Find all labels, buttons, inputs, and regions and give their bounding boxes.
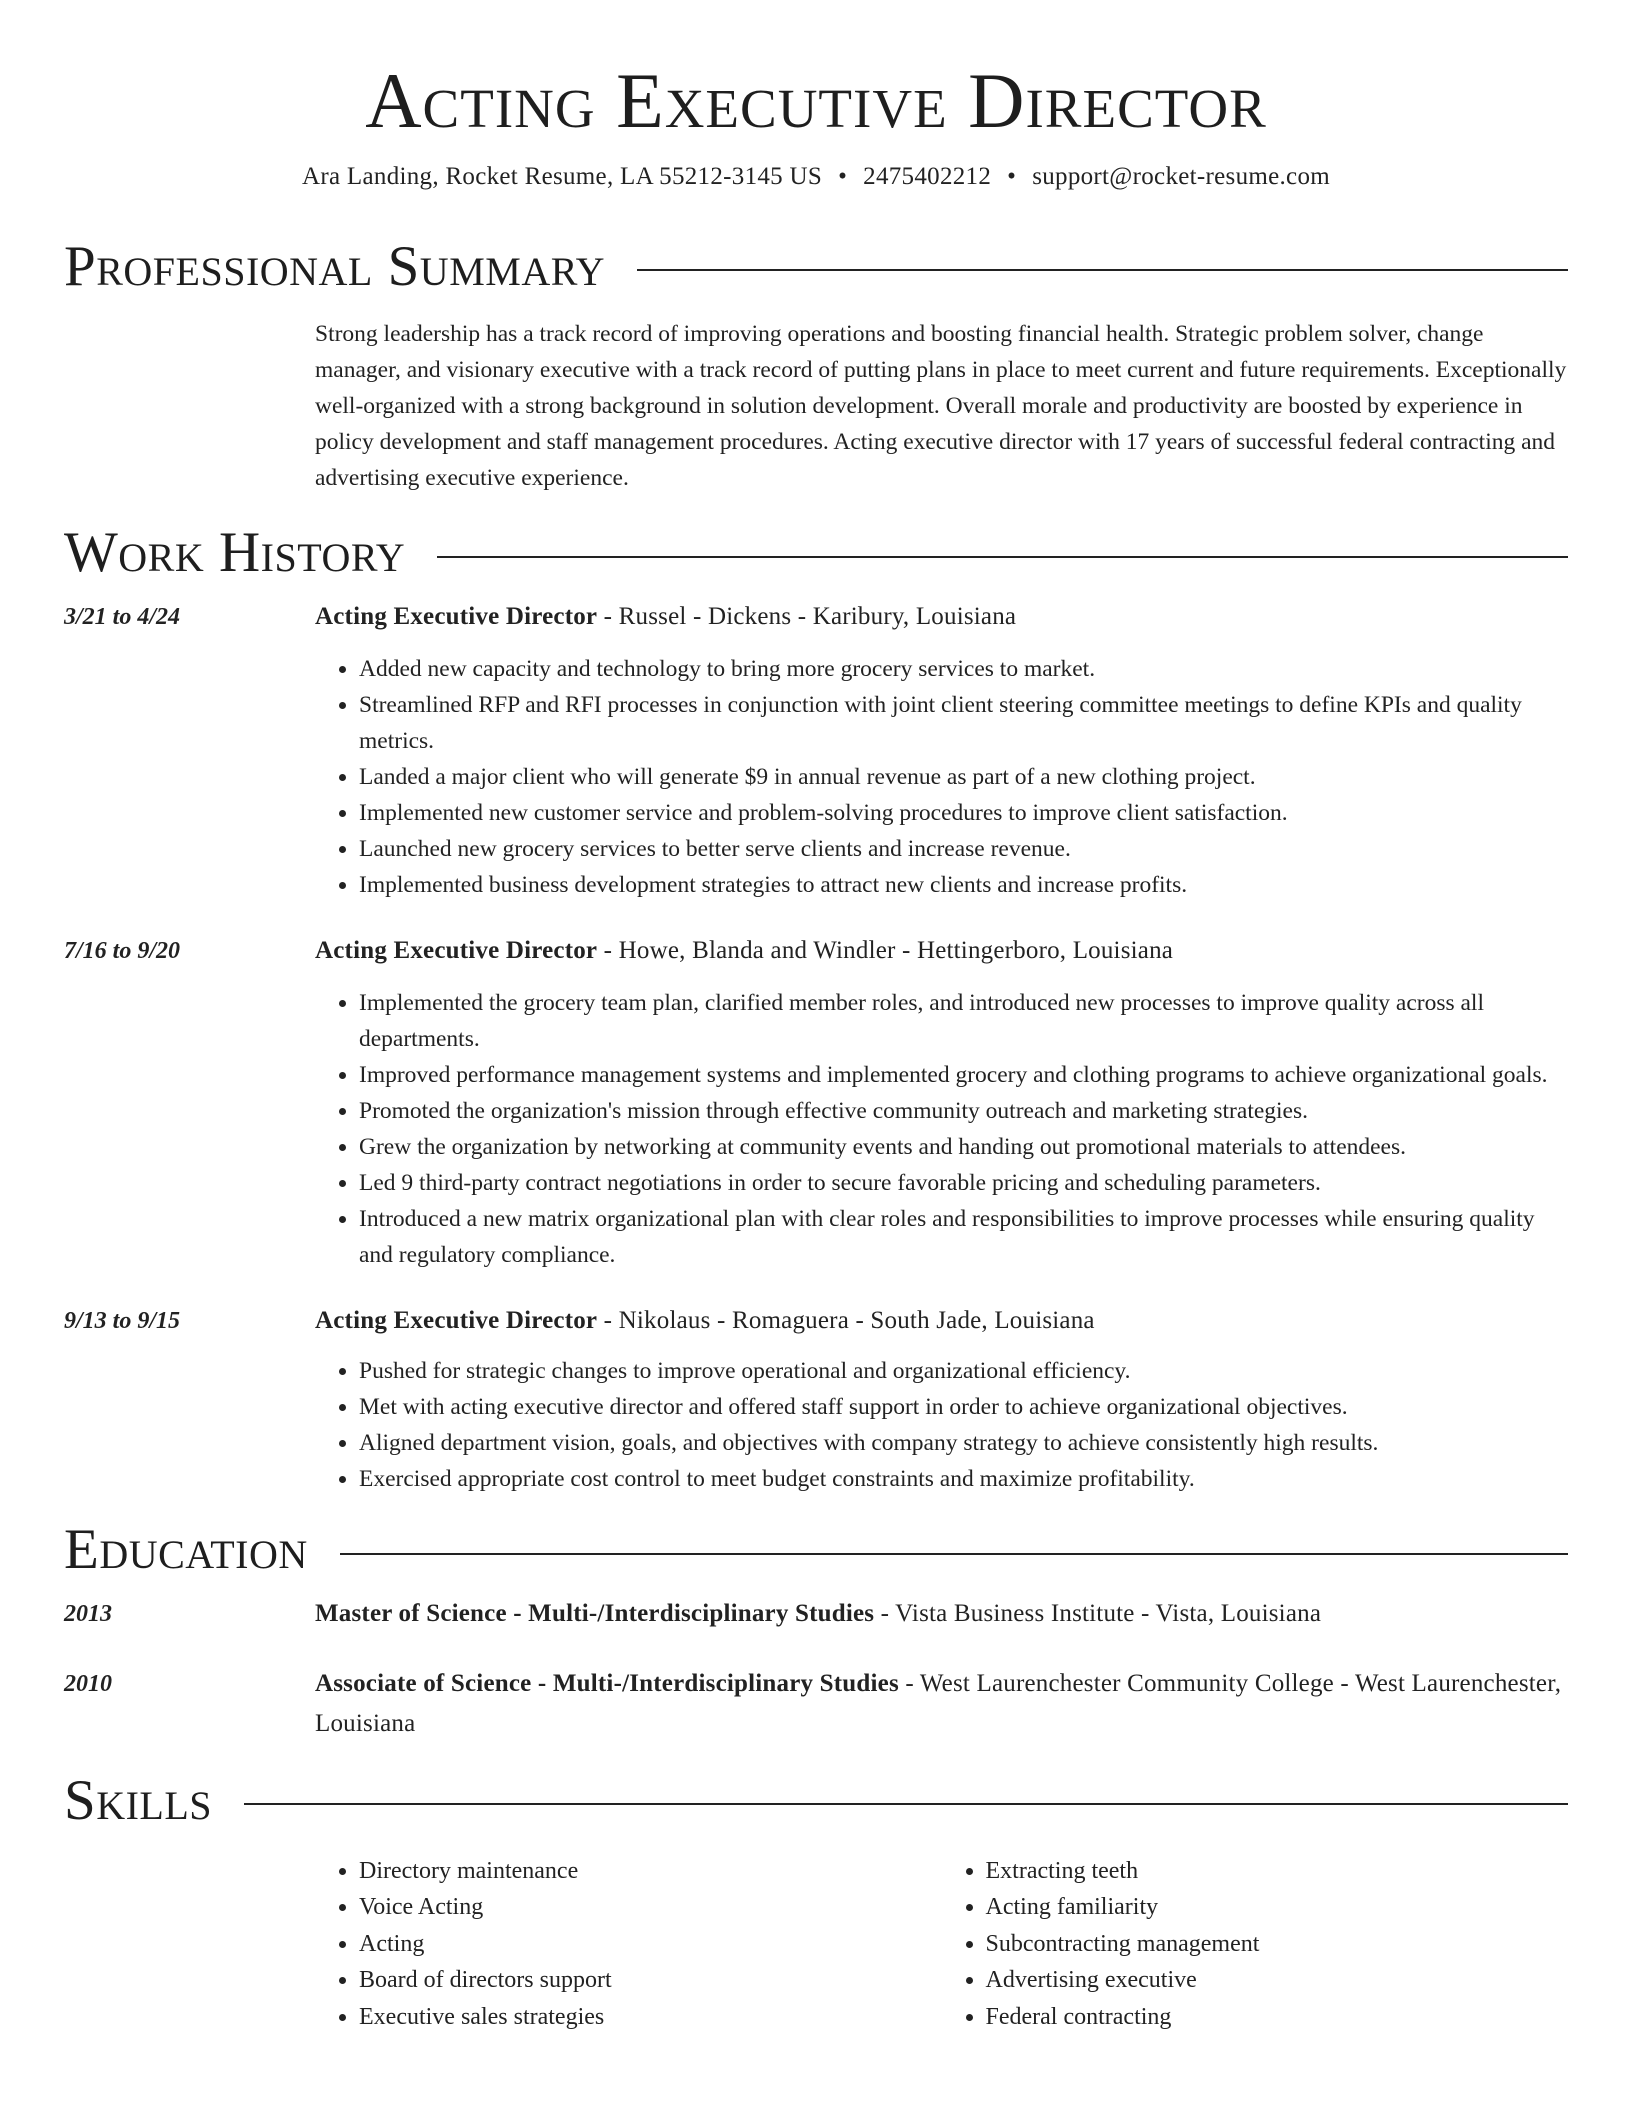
section-divider	[637, 269, 1568, 271]
skill-item: • Extracting teeth	[986, 1853, 1569, 1890]
resume-page	[64, 0, 1568, 2035]
job-employer: - Nikolaus - Romaguera - South Jade, Louisiana	[597, 1307, 1095, 1335]
section-title-summary: Professional Summary	[64, 234, 606, 298]
section-divider	[244, 1803, 1568, 1805]
job-title: Acting Executive Director	[315, 1307, 598, 1335]
job-employer: - Russel - Dickens - Karibury, Louisiana	[597, 603, 1017, 631]
job-bullet: • Met with acting executive director and offered staff support in order to achieve organizational objectives.	[359, 1389, 1568, 1425]
section-title-work: Work History	[64, 521, 406, 585]
education-degree: Associate of Science - Multi-/Interdisciplinary Studies	[315, 1669, 899, 1697]
job-employer: - Howe, Blanda and Windler - Hettingerboro, Louisiana	[597, 937, 1174, 965]
contact-phone: 2475402212	[863, 162, 992, 190]
bullet-separator: •	[1007, 162, 1017, 190]
skill-item: • Voice Acting	[359, 1889, 942, 1926]
education-year: 2013	[64, 1600, 112, 1627]
resume-name: Acting Executive Director	[365, 57, 1267, 144]
bullet-separator: •	[838, 162, 848, 190]
job-bullets	[315, 1353, 1568, 1497]
job-bullet: • Implemented new customer service and problem-solving procedures to improve client satisfaction.	[359, 795, 1568, 831]
job-entry	[64, 931, 1568, 1273]
job-bullet: • Grew the organization by networking at community events and handing out promotional materials to attendees.	[359, 1129, 1568, 1165]
section-title-skills: Skills	[64, 1768, 213, 1832]
skill-item: • Board of directors support	[359, 1962, 942, 1999]
contact-line	[64, 162, 1568, 192]
job-bullet: • Introduced a new matrix organizational plan with clear roles and responsibilities to improve processes while ensuring quality and regulatory compliance.	[359, 1201, 1568, 1273]
job-bullets	[315, 985, 1568, 1273]
job-title-line	[315, 931, 1568, 971]
skill-item: • Directory maintenance	[359, 1853, 942, 1890]
education-school: - West Laurenchester Community College - West Laurenchester, Louisiana	[315, 1669, 1562, 1737]
job-dates: 3/21 to 4/24	[64, 604, 181, 631]
education-year: 2010	[64, 1670, 112, 1697]
skills-column-left	[315, 1853, 942, 2036]
job-bullet: • Streamlined RFP and RFI processes in conjunction with joint client steering committee meetings to define KPIs and quality metrics.	[359, 687, 1568, 759]
summary-text: Strong leadership has a track record of improving operations and boosting financial health. Strategic problem solver, change manager, and visionary executive with a track record of putting plans in place to meet current and future requirements. Exceptionally well-organized with a strong background in solution development. Overall morale and productivity are boosted by experience in policy development and staff management procedures. Acting executive director with 17 years of successful federal contracting and advertising executive experience.	[315, 321, 1567, 492]
job-entry	[64, 597, 1568, 903]
skill-item: • Subcontracting management	[986, 1926, 1569, 1963]
summary-section-header	[64, 236, 1568, 299]
job-bullet: • Implemented business development strategies to attract new clients and increase profits.	[359, 867, 1568, 903]
section-divider	[340, 1553, 1568, 1555]
job-bullet: • Implemented the grocery team plan, clarified member roles, and introduced new processes to improve quality across all departments.	[359, 985, 1568, 1057]
job-bullet: • Pushed for strategic changes to improve operational and organizational efficiency.	[359, 1353, 1568, 1389]
contact-email: support@rocket-resume.com	[1032, 162, 1330, 190]
job-bullet: • Landed a major client who will generate $9 in annual revenue as part of a new clothing project.	[359, 759, 1568, 795]
job-bullets	[315, 651, 1568, 903]
job-title: Acting Executive Director	[315, 937, 598, 965]
work-section-header	[64, 522, 1568, 585]
job-dates: 7/16 to 9/20	[64, 938, 181, 965]
education-line	[315, 1594, 1568, 1634]
contact-address: Ara Landing, Rocket Resume, LA 55212-3145 US	[302, 162, 823, 190]
job-bullet: • Aligned department vision, goals, and objectives with company strategy to achieve consistently high results.	[359, 1425, 1568, 1461]
job-title-line	[315, 1301, 1568, 1341]
job-entry	[64, 1301, 1568, 1497]
education-line	[315, 1664, 1568, 1744]
education-degree: Master of Science - Multi-/Interdisciplinary Studies	[315, 1599, 875, 1627]
education-entry	[64, 1664, 1568, 1744]
skill-item: • Acting familiarity	[986, 1889, 1569, 1926]
skill-item: • Advertising executive	[986, 1962, 1569, 1999]
job-title: Acting Executive Director	[315, 603, 598, 631]
skill-item: • Acting	[359, 1926, 942, 1963]
job-bullet: • Promoted the organization's mission through effective community outreach and marketing strategies.	[359, 1093, 1568, 1129]
job-bullet: • Added new capacity and technology to bring more grocery services to market.	[359, 651, 1568, 687]
job-bullet: • Improved performance management systems and implemented grocery and clothing programs to achieve organizational goals.	[359, 1057, 1568, 1093]
job-bullet: • Exercised appropriate cost control to meet budget constraints and maximize profitability.	[359, 1461, 1568, 1497]
education-section-header	[64, 1519, 1568, 1582]
job-dates: 9/13 to 9/15	[64, 1308, 181, 1335]
skills-column-right	[942, 1853, 1569, 2036]
job-bullet: • Launched new grocery services to better serve clients and increase revenue.	[359, 831, 1568, 867]
job-title-line	[315, 597, 1568, 637]
skills-list	[315, 1853, 1568, 2036]
section-divider	[437, 556, 1568, 558]
job-bullet: • Led 9 third-party contract negotiations in order to secure favorable pricing and scheduling parameters.	[359, 1165, 1568, 1201]
education-school: - Vista Business Institute - Vista, Louisiana	[874, 1599, 1322, 1627]
skills-section-header	[64, 1770, 1568, 1833]
skill-item: • Executive sales strategies	[359, 1999, 942, 2036]
education-entry	[64, 1594, 1568, 1634]
skill-item: • Federal contracting	[986, 1999, 1569, 2036]
section-title-education: Education	[64, 1518, 308, 1582]
